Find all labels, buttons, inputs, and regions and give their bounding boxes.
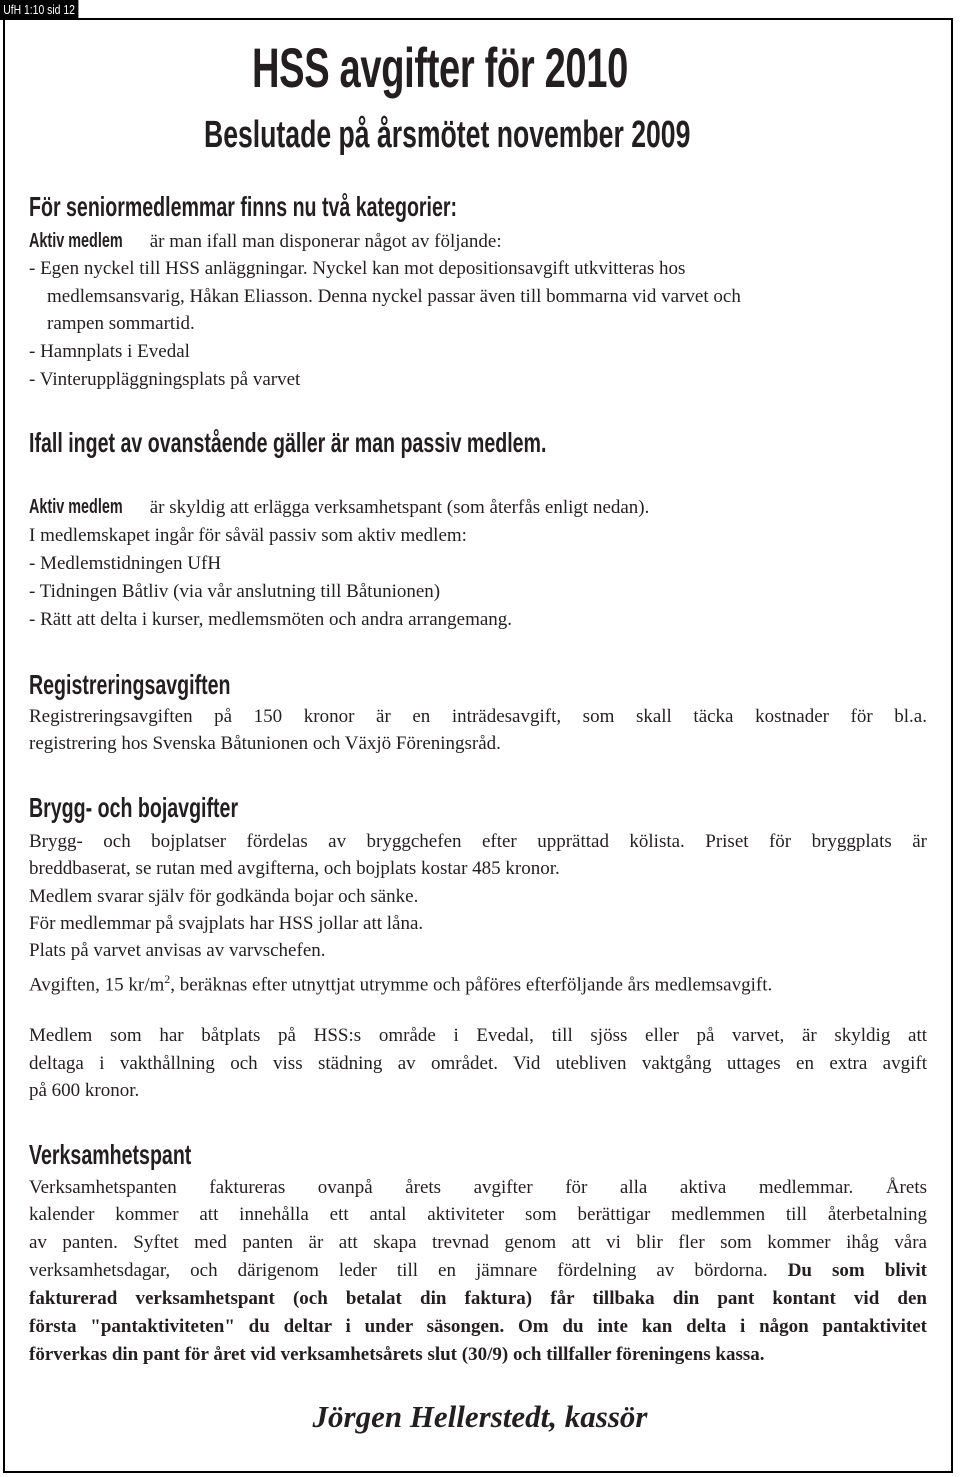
verksamhet-line1: Verksamhetspanten faktureras ovanpå årets avgifter för alla aktiva medlemmar. Årets [29, 1177, 927, 1198]
registrering-line1: Registreringsavgiften på 150 kronor är en inträdesavgift, som skall täcka kostnader för bl.a. [29, 706, 927, 727]
verksamhet-line5: fakturerad verksamhetspant (och betalat din faktura) får tillbaka din pant kontant vid den [29, 1288, 927, 1309]
verksamhet-line7: förverkas din pant för året vid verksamhetsårets slut (30/9) och tillfaller föreningens kassa. [29, 1344, 765, 1365]
page-title: HSS avgifter för 2010 [252, 36, 628, 99]
membership-intro: I medlemskapet ingår för såväl passiv som aktiv medlem: [29, 525, 467, 546]
brygg-line6 [29, 966, 772, 998]
verksamhet-line4-bold: Du som blivit [787, 1260, 927, 1281]
registrering-line2: registrering hos Svenska Båtunionen och Växjö Föreningsråd. [29, 733, 501, 754]
aktiv-text: är man ifall man disponerar något av följande: [145, 231, 502, 252]
senior-item-winter: - Vinteruppläggningsplats på varvet [29, 369, 301, 390]
senior-item-key-line1: - Egen nyckel till HSS anläggningar. Nyckel kan mot depositionsavgift utkvitteras hos [29, 258, 686, 279]
brygg-para2-line3: på 600 kronor. [29, 1080, 140, 1101]
verksamhet-line4-normal: verksamhetsdagar, och därigenom leder till en jämnare fördelning av bördorna. [29, 1260, 788, 1281]
senior-item-harbour: - Hamnplats i Evedal [29, 341, 190, 362]
page-tag: UfH 1:10 sid 12 [0, 0, 78, 20]
brygg-para2-line1: Medlem som har båtplats på HSS:s område i Evedal, till sjöss eller på varvet, är skyldig att [29, 1025, 927, 1046]
senior-heading: För seniormedlemmar finns nu två kategorier: [29, 191, 458, 222]
verksamhet-line2: kalender kommer att innehålla ett antal aktiviteter som berättigar medlemmen till återbetalning [29, 1204, 927, 1225]
aktiv-obligation [29, 494, 649, 521]
aktiv-obligation-text: är skyldig att erlägga verksamhetspant (som återfås enligt nedan). [145, 497, 650, 518]
fee-text-a: Avgiften, 15 kr/m [29, 974, 165, 996]
verksamhet-line4 [29, 1257, 927, 1284]
aktiv-label-2: Aktiv medlem [29, 496, 123, 518]
signature: Jörgen Hellerstedt, kassör [312, 1399, 648, 1434]
senior-item-key-line2: medlemsansvarig, Håkan Eliasson. Denna nyckel passar även till bommarna vid varvet och [47, 286, 741, 307]
registrering-heading: Registreringsavgiften [29, 669, 231, 700]
fee-superscript: 2 [164, 972, 171, 986]
brygg-line2: breddbaserat, se rutan med avgifterna, och bojplats kostar 485 kronor. [29, 858, 560, 879]
verksamhet-line6: första "pantaktiviteten" du deltar i under säsongen. Om du inte kan delta i någon pantaktivitet [29, 1316, 927, 1337]
verksamhet-heading: Verksamhetspant [29, 1139, 192, 1170]
page-subtitle: Beslutade på årsmötet november 2009 [204, 114, 691, 156]
brygg-line3: Medlem svarar själv för godkända bojar och sänke. [29, 886, 419, 907]
brygg-line5: Plats på varvet anvisas av varvschefen. [29, 940, 326, 961]
membership-item-ufh: - Medlemstidningen UfH [29, 553, 222, 574]
membership-item-courses: - Rätt att delta i kurser, medlemsmöten och andra arrangemang. [29, 609, 513, 630]
brygg-para2-line2: deltaga i vakthållning och viss städning av området. Vid utebliven vaktgång uttages en extra avgift [29, 1053, 927, 1074]
verksamhet-line3: av panten. Syftet med panten är att skapa trevnad genom att vi blir fler som kommer ihåg våra [29, 1232, 927, 1253]
senior-item-key-line3: rampen sommartid. [47, 313, 195, 334]
brygg-line1: Brygg- och bojplatser fördelas av bryggchefen efter upprättad kölista. Priset för bryggplats är [29, 831, 927, 852]
fee-text-b: , beräknas efter utnyttjat utrymme och påföres efterföljande års medlemsavgift. [170, 974, 773, 996]
aktiv-label: Aktiv medlem [29, 230, 123, 252]
aktiv-definition [29, 228, 502, 255]
brygg-heading: Brygg- och bojavgifter [29, 792, 239, 823]
passive-heading: Ifall inget av ovanstående gäller är man passiv medlem. [29, 427, 547, 458]
brygg-line4: För medlemmar på svajplats har HSS jollar att låna. [29, 913, 424, 934]
membership-item-batliv: - Tidningen Båtliv (via vår anslutning till Båtunionen) [29, 581, 441, 602]
